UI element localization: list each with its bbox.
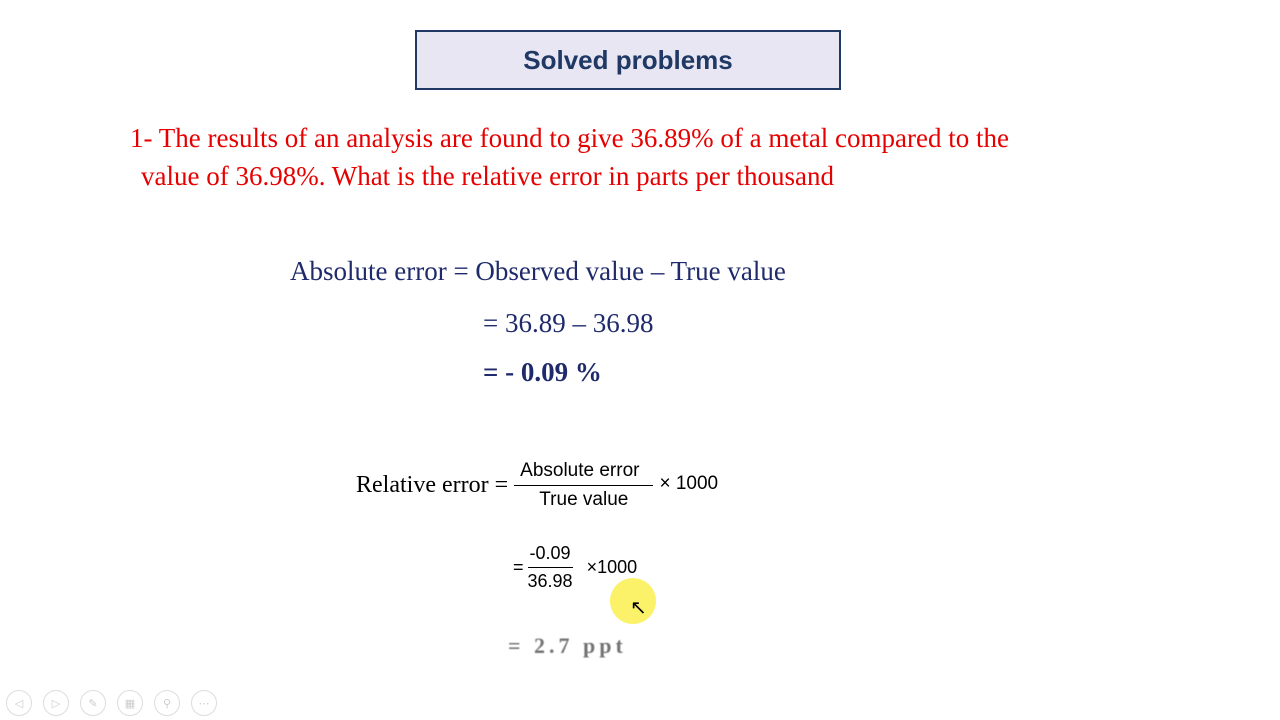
slideshow-toolbar xyxy=(6,690,217,716)
slides-icon[interactable]: ▦ xyxy=(117,690,143,716)
absolute-error-step: = 36.89 – 36.98 xyxy=(483,308,654,338)
relative-error-formula xyxy=(356,460,718,511)
next-icon[interactable]: ▷ xyxy=(43,690,69,716)
step-multiplier: ×1000 xyxy=(586,557,638,577)
relative-error-result: = 2.7 ppt xyxy=(508,633,627,658)
mouse-cursor-icon: ↖ xyxy=(630,595,647,619)
problem-line-1: 1- The results of an analysis are found to give 36.89% of a metal compared to the xyxy=(130,123,1009,153)
step-numerator: -0.09 xyxy=(528,543,573,568)
previous-icon[interactable]: ◁ xyxy=(6,690,32,716)
absolute-error-result: = - 0.09 % xyxy=(483,357,602,387)
formula-fraction xyxy=(514,460,653,511)
problem-line-2: value of 36.98%. What is the relative error in parts per thousand xyxy=(141,161,835,191)
step-denominator: 36.98 xyxy=(527,571,573,591)
formula-numerator: Absolute error xyxy=(514,460,653,486)
pen-icon[interactable]: ✎ xyxy=(80,690,106,716)
slide-title: Solved problems xyxy=(415,30,841,90)
relative-error-label: Relative error = xyxy=(356,472,509,498)
step-equals: = xyxy=(513,557,524,577)
more-icon[interactable]: ⋯ xyxy=(191,690,217,716)
absolute-error-definition: Absolute error = Observed value – True value xyxy=(290,256,786,286)
formula-denominator: True value xyxy=(539,489,629,510)
zoom-icon[interactable]: ⚲ xyxy=(154,690,180,716)
formula-multiplier: × 1000 xyxy=(659,472,719,494)
step-fraction xyxy=(526,543,575,592)
